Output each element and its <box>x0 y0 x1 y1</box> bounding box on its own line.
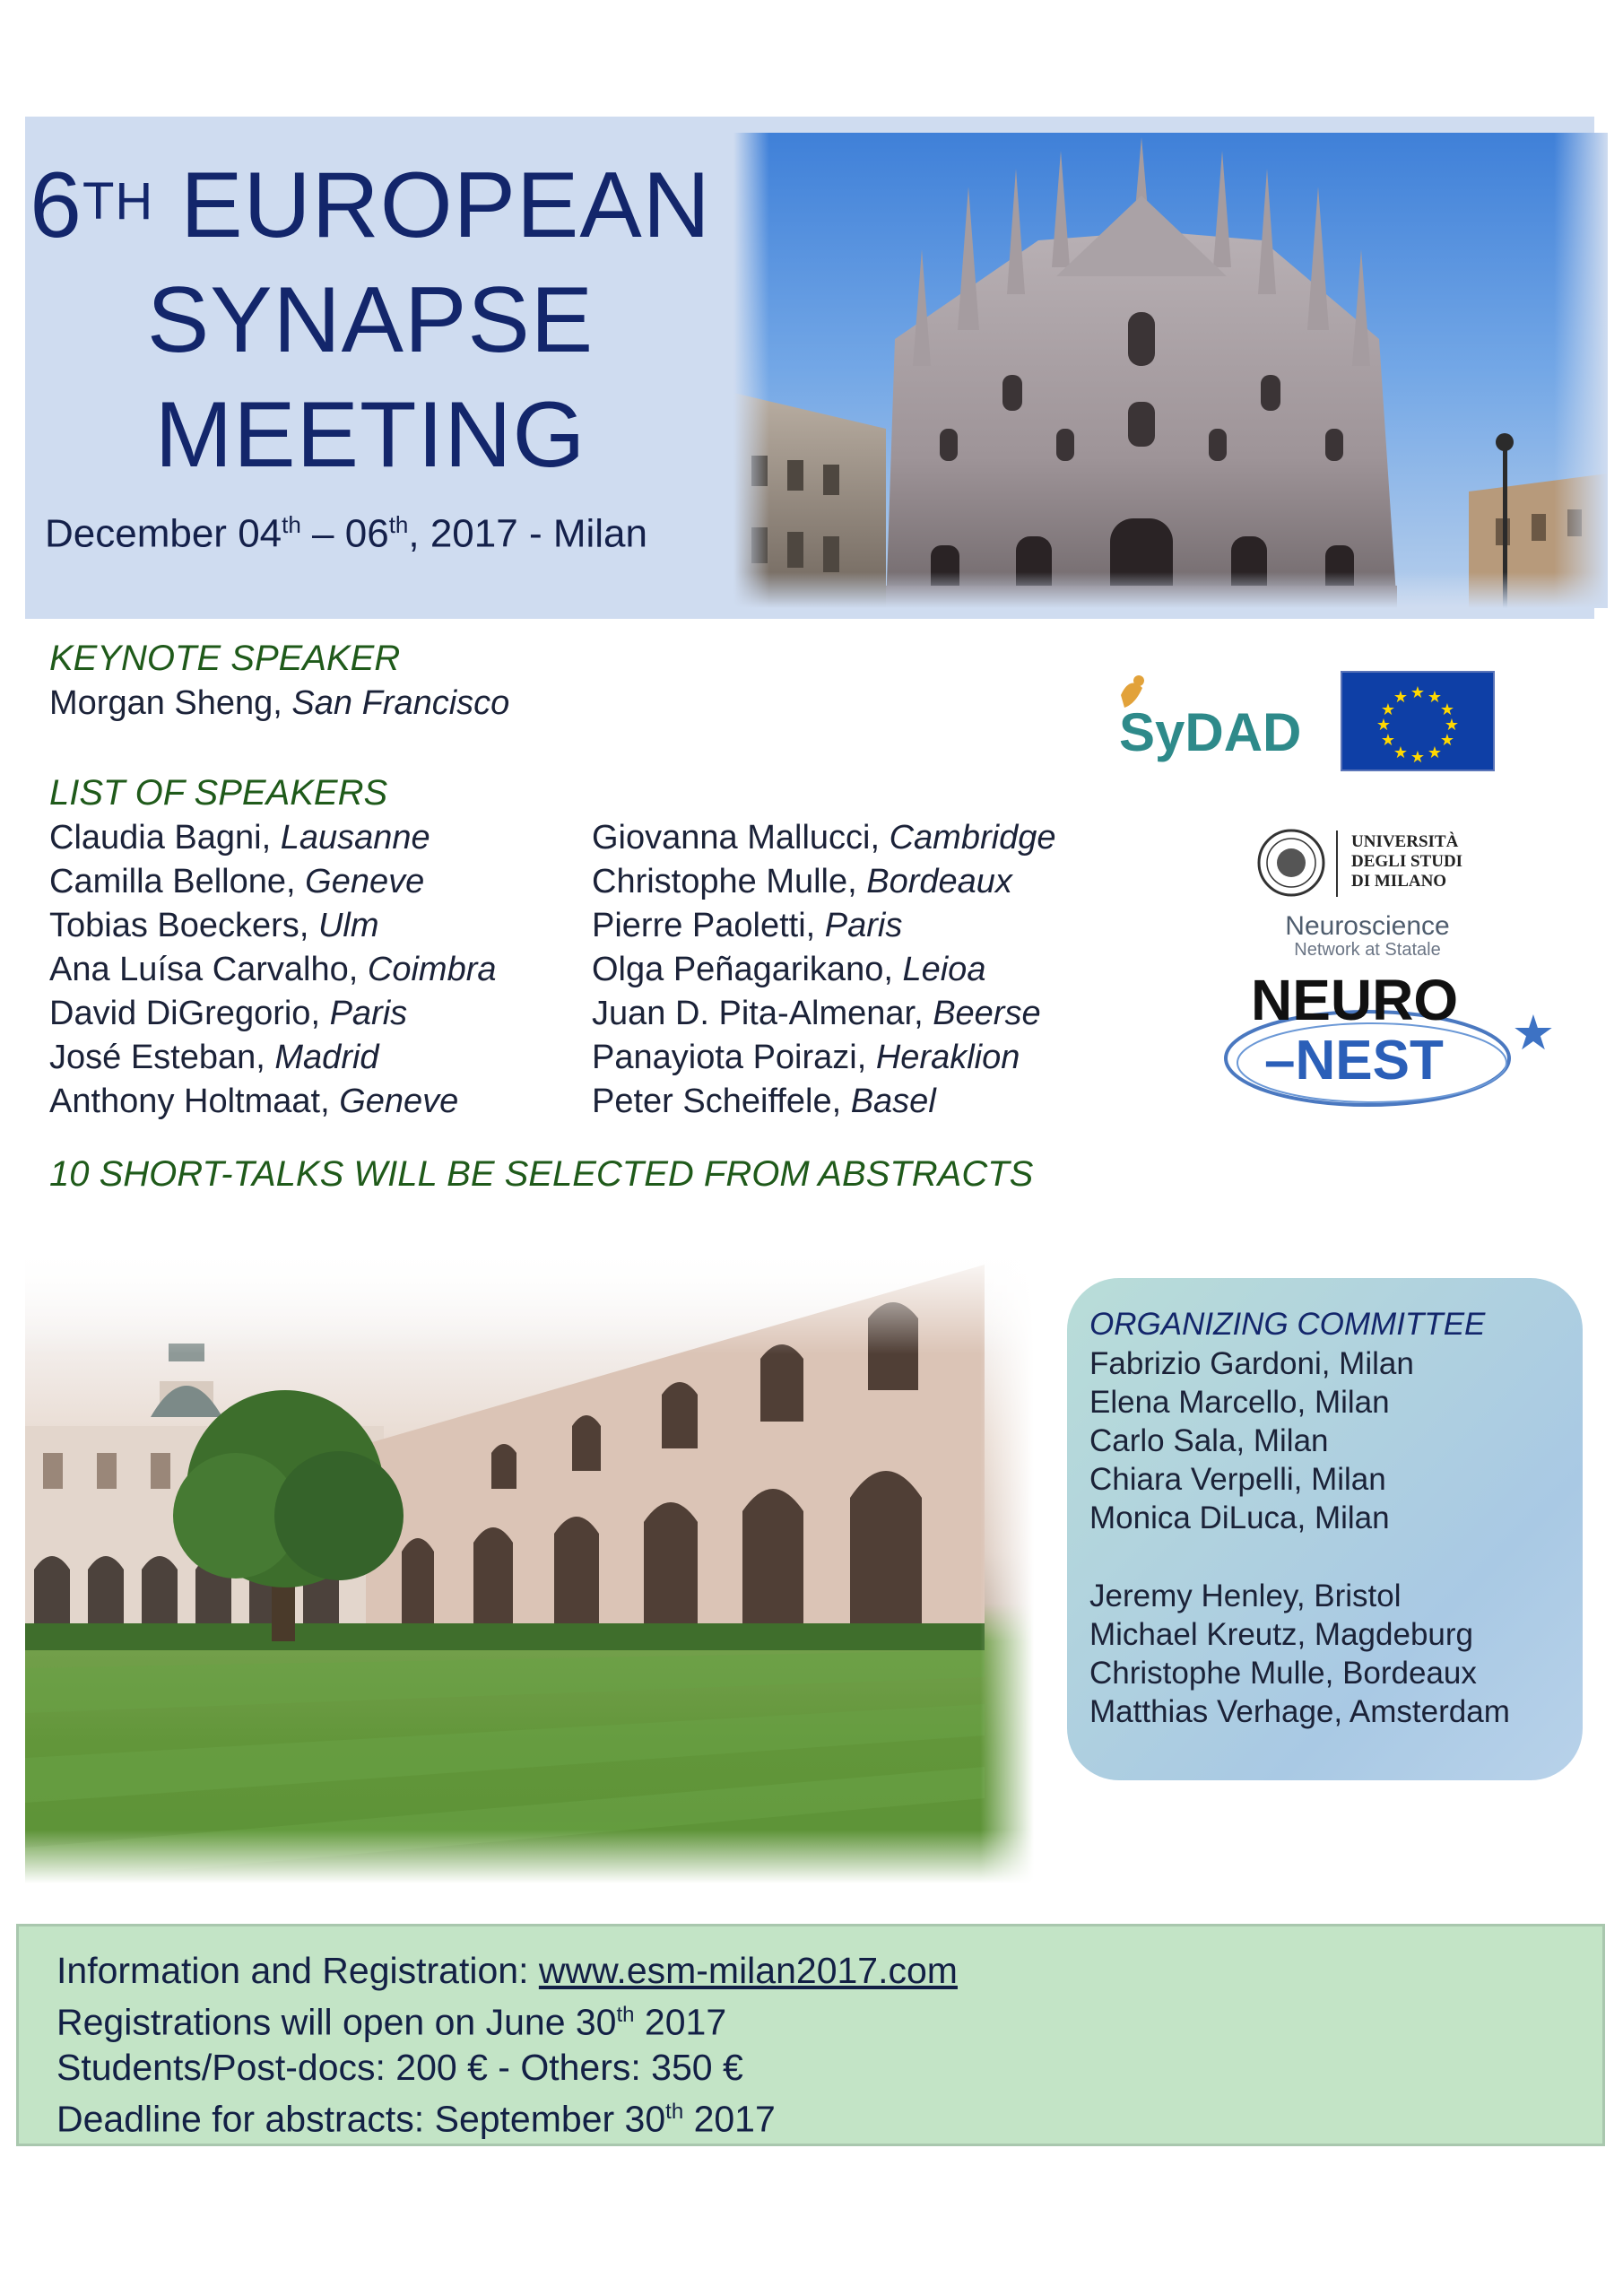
website-link[interactable]: www.esm-milan2017.com <box>538 1950 958 1991</box>
svg-text:★: ★ <box>1376 716 1392 735</box>
svg-text:★: ★ <box>1439 700 1455 719</box>
svg-text:★: ★ <box>1410 748 1426 767</box>
unimi-logo: UNIVERSITÀ DEGLI STUDI DI MILANO <box>1251 825 1556 906</box>
eu-flag-logo <box>1341 671 1495 771</box>
svg-text:★: ★ <box>1410 683 1426 702</box>
title-number: 6 <box>30 153 82 257</box>
committee-member: Christophe Mulle, Bordeaux <box>1089 1656 1477 1691</box>
registration-info-box <box>16 1924 1605 2146</box>
info-line: Information and Registration: www.esm-milan2017.com <box>56 1950 958 1991</box>
event-dates: December 04th – 06th, 2017 - Milan <box>45 511 647 556</box>
committee-member: Carlo Sala, Milan <box>1089 1423 1329 1458</box>
svg-text:★: ★ <box>1444 716 1460 735</box>
speakers-heading: LIST OF SPEAKERS <box>49 773 388 813</box>
svg-text:★: ★ <box>1439 731 1455 750</box>
svg-text:–NEST: –NEST <box>1264 1030 1444 1091</box>
committee-heading: ORGANIZING COMMITTEE <box>1089 1307 1486 1342</box>
keynote-speaker: Morgan Sheng, San Francisco <box>49 684 510 722</box>
committee-member: Jeremy Henley, Bristol <box>1089 1578 1402 1613</box>
neuroscience-network-label: Neuroscience Network at Statale <box>1285 911 1450 960</box>
speakers-column-2 <box>592 816 1055 1124</box>
svg-text:★: ★ <box>1393 688 1409 707</box>
speaker-item: Christophe Mulle, Bordeaux <box>592 863 1012 900</box>
courtyard-photo <box>25 1247 1034 1883</box>
event-title <box>25 148 716 492</box>
star-icon: ★ <box>1511 1004 1556 1061</box>
svg-text:★: ★ <box>1427 744 1443 762</box>
abstract-deadline-line: Deadline for abstracts: September 30th 2017 <box>56 2098 776 2140</box>
short-talks-note: 10 SHORT-TALKS WILL BE SELECTED FROM ABSTRACTS <box>49 1154 1034 1194</box>
registration-open-line: Registrations will open on June 30th 2017 <box>56 2001 727 2043</box>
speaker-item: David DiGregorio, Paris <box>49 995 408 1032</box>
svg-text:★: ★ <box>1393 744 1409 762</box>
speaker-item: Pierre Paoletti, Paris <box>592 907 903 944</box>
committee-member: Matthias Verhage, Amsterdam <box>1089 1694 1510 1729</box>
committee-member: Chiara Verpelli, Milan <box>1089 1462 1386 1497</box>
svg-text:★: ★ <box>1427 688 1443 707</box>
milan-cathedral-photo <box>733 133 1608 608</box>
fees-line: Students/Post-docs: 200 € - Others: 350 € <box>56 2046 743 2088</box>
header-banner <box>25 117 1594 619</box>
speaker-item: Camilla Bellone, Geneve <box>49 863 425 900</box>
keynote-heading: KEYNOTE SPEAKER <box>49 639 401 678</box>
sydad-logo <box>1112 668 1327 767</box>
title-word-meeting: MEETING <box>154 383 586 487</box>
speaker-item: Ana Luísa Carvalho, Coimbra <box>49 951 497 988</box>
committee-member: Fabrizio Gardoni, Milan <box>1089 1346 1414 1381</box>
committee-member: Michael Kreutz, Magdeburg <box>1089 1617 1473 1652</box>
speaker-item: Anthony Holtmaat, Geneve <box>49 1083 459 1120</box>
committee-member: Monica DiLuca, Milan <box>1089 1500 1390 1535</box>
speaker-item: Olga Peñagarikano, Leioa <box>592 951 986 988</box>
speakers-column-1 <box>49 816 497 1124</box>
svg-text:★: ★ <box>1380 700 1396 719</box>
title-ordinal: TH <box>82 172 154 230</box>
svg-text:★: ★ <box>1380 731 1396 750</box>
speaker-item: Panayiota Poirazi, Heraklion <box>592 1039 1020 1076</box>
speaker-item: Claudia Bagni, Lausanne <box>49 819 430 857</box>
title-word-synapse: SYNAPSE <box>146 268 595 372</box>
svg-text:NEURO: NEURO <box>1251 968 1459 1032</box>
committee-member: Elena Marcello, Milan <box>1089 1385 1390 1420</box>
speaker-item: Giovanna Mallucci, Cambridge <box>592 819 1056 857</box>
title-word-european: EUROPEAN <box>180 153 711 257</box>
svg-text:SyDAD: SyDAD <box>1119 702 1302 762</box>
unimi-seal-icon <box>1251 825 1341 906</box>
speaker-item: José Esteban, Madrid <box>49 1039 379 1076</box>
speaker-item: Tobias Boeckers, Ulm <box>49 907 379 944</box>
speaker-item: Juan D. Pita-Almenar, Beerse <box>592 995 1041 1032</box>
neuronest-logo <box>1215 964 1556 1117</box>
organizing-committee-box <box>1067 1278 1583 1780</box>
speaker-item: Peter Scheiffele, Basel <box>592 1083 936 1120</box>
